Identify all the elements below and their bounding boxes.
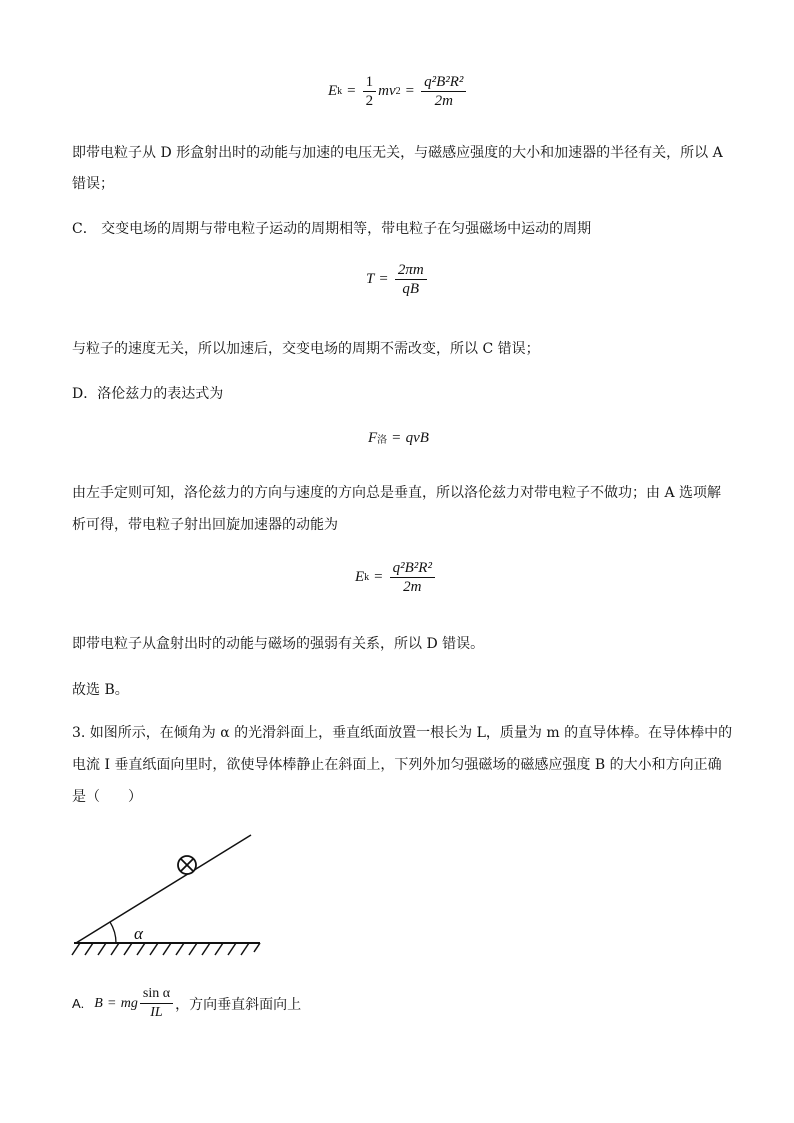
eq1-equals-2: = bbox=[405, 83, 415, 99]
eq1-half-num: 1 bbox=[363, 74, 377, 92]
angle-label: α bbox=[134, 924, 143, 943]
eq1-equals: = bbox=[347, 83, 356, 99]
paragraph-answer: 故选 B。 bbox=[72, 682, 129, 698]
angle-arc bbox=[110, 922, 116, 943]
eq1-rhs-fraction bbox=[421, 74, 466, 109]
eq1-mv: mv bbox=[378, 83, 396, 99]
question-3-line-3: 是（ ） bbox=[72, 789, 142, 805]
eq3-rhs: qvB bbox=[405, 430, 429, 446]
equation-kinetic-energy-2 bbox=[355, 560, 437, 595]
paragraph-option-d: D．洛伦兹力的表达式为 bbox=[72, 386, 224, 402]
incline-figure bbox=[68, 826, 268, 966]
eq1-mv-sup: 2 bbox=[395, 86, 401, 97]
eq1-lhs: E bbox=[328, 83, 338, 99]
option-a-den: IL bbox=[150, 1005, 163, 1020]
incline-line bbox=[76, 835, 251, 943]
eq4-lhs: E bbox=[355, 569, 365, 585]
paragraph-left-hand-rule-line-2: 析可得，带电粒子射出回旋加速器的动能为 bbox=[72, 517, 338, 533]
eq4-num: q²B²R² bbox=[390, 560, 435, 578]
option-a-label: A. bbox=[72, 996, 85, 1011]
eq1-rhs-den: 2m bbox=[434, 93, 453, 109]
equation-period bbox=[366, 262, 429, 297]
eq2-num: 2πm bbox=[395, 262, 427, 280]
paragraph-period-conclusion: 与粒子的速度无关，所以加速后，交变电场的周期不需改变，所以 C 错误； bbox=[72, 341, 540, 357]
eq3-lhs-sub: 洛 bbox=[377, 435, 388, 446]
option-a-fraction bbox=[140, 986, 173, 1021]
equation-lorentz-force bbox=[368, 430, 429, 447]
option-a-mg: mg bbox=[120, 995, 138, 1011]
eq1-rhs-num: q²B²R² bbox=[421, 74, 466, 92]
paragraph-1-line-2: 错误； bbox=[72, 176, 114, 192]
eq2-lhs: T bbox=[366, 271, 375, 287]
option-a bbox=[72, 986, 301, 1021]
eq1-lhs-sub: k bbox=[337, 86, 343, 97]
paragraph-option-d-conclusion: 即带电粒子从盒射出时的动能与磁场的强弱有关系，所以 D 错误。 bbox=[72, 636, 485, 652]
eq2-den: qB bbox=[402, 281, 420, 297]
eq3-equals: = bbox=[392, 430, 401, 446]
current-into-page-icon bbox=[178, 856, 196, 874]
eq4-fraction bbox=[390, 560, 435, 595]
option-a-lhs: B bbox=[94, 995, 103, 1011]
eq1-half bbox=[363, 74, 377, 109]
eq2-equals: = bbox=[379, 271, 388, 287]
eq4-lhs-sub: k bbox=[364, 572, 370, 583]
paragraph-1-line-1: 即带电粒子从 D 形盒射出时的动能与加速的电压无关，与磁感应强度的大小和加速器的半径有关，所以 A bbox=[72, 145, 723, 161]
option-a-direction: ，方向垂直斜面向上 bbox=[175, 996, 302, 1013]
eq1-half-den: 2 bbox=[365, 93, 374, 109]
paragraph-option-c: C． 交变电场的周期与带电粒子运动的周期相等，带电粒子在匀强磁场中运动的周期 bbox=[72, 221, 592, 237]
question-3-line-2: 电流 I 垂直纸面向里时，欲使导体棒静止在斜面上，下列外加匀强磁场的磁感应强度 B 的大小和方向正确 bbox=[72, 757, 722, 773]
equation-kinetic-energy bbox=[328, 74, 468, 109]
option-a-equals: = bbox=[107, 995, 116, 1011]
eq4-den: 2m bbox=[403, 579, 422, 595]
question-3-line-1: 3. 如图所示，在倾角为 α 的光滑斜面上，垂直纸面放置一根长为 L，质量为 m 的直导体棒。在导体棒中的 bbox=[72, 725, 733, 741]
option-a-num: sin α bbox=[140, 986, 173, 1004]
eq4-equals: = bbox=[374, 569, 383, 585]
eq3-lhs: F bbox=[368, 430, 378, 446]
ground-hatching bbox=[72, 943, 260, 955]
eq2-fraction bbox=[395, 262, 427, 297]
paragraph-left-hand-rule-line-1: 由左手定则可知，洛伦兹力的方向与速度的方向总是垂直，所以洛伦兹力对带电粒子不做功；由 A 选项解 bbox=[72, 485, 722, 501]
